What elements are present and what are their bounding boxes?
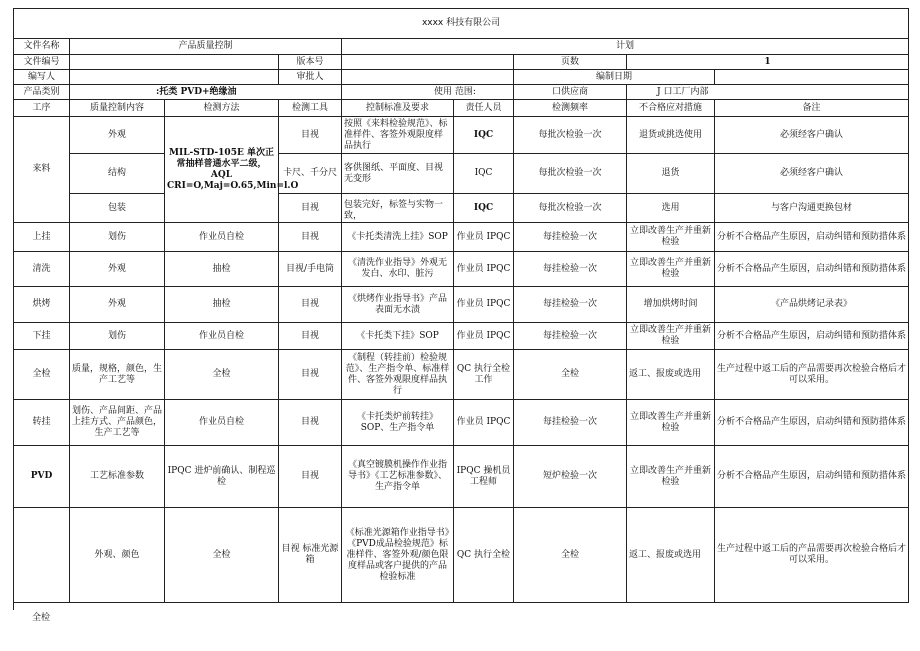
category-value: :托类 PVD+绝缘油 bbox=[70, 85, 342, 100]
scope-factory-option: J 口工厂内部 bbox=[627, 85, 909, 100]
approver-label: 审批人 bbox=[279, 70, 342, 85]
freq-cell: 短炉检验一次 bbox=[514, 446, 627, 508]
action-cell: 退货 bbox=[627, 154, 715, 194]
table-row bbox=[14, 508, 909, 603]
action-cell: 立即改善生产并重新检验 bbox=[627, 252, 715, 287]
remark-cell: 必须经客户确认 bbox=[715, 117, 909, 154]
method-cell: 作业员自检 bbox=[165, 223, 279, 252]
person-cell: IPQC 操机员工程师 bbox=[454, 446, 514, 508]
method-cell: MIL-STD-105E 单次正常抽样普通水平二级，AQL CRI=O,Maj=O.65,Min=l.O bbox=[165, 117, 279, 223]
action-cell: 返工、报废或选用 bbox=[627, 508, 715, 603]
action-cell: 立即改善生产并重新检验 bbox=[627, 400, 715, 446]
process-cell: 烘烤 bbox=[14, 287, 70, 323]
person-cell: QC 执行全检工作 bbox=[454, 350, 514, 400]
action-cell: 立即改善生产并重新检验 bbox=[627, 223, 715, 252]
content-cell: 外观 bbox=[70, 117, 165, 154]
date-label: 编制日期 bbox=[514, 70, 715, 85]
version-value bbox=[342, 55, 514, 70]
freq-cell: 全检 bbox=[514, 508, 627, 603]
person-cell: 作业员 IPQC bbox=[454, 323, 514, 350]
action-cell: 返工、报废或选用 bbox=[627, 350, 715, 400]
standard-cell: 《标准光源箱作业指导书》《PVD成品检验规范》标准样件、客签外观/颜色限度样品或客户提供的产品检验标准 bbox=[342, 508, 454, 603]
tool-cell: 目视 标准光源箱 bbox=[279, 508, 342, 603]
doc-no-label: 文件编号 bbox=[14, 55, 70, 70]
process-cell: PVD bbox=[14, 446, 70, 508]
scope-label: 使用 范围: bbox=[342, 85, 514, 100]
standard-cell: 包装完好，标签与实物一致， bbox=[342, 194, 454, 223]
table-row bbox=[14, 323, 909, 350]
remark-cell: 分析不合格品产生原因，启动纠错和预防措体系 bbox=[715, 446, 909, 508]
freq-cell: 每挂检验一次 bbox=[514, 252, 627, 287]
freq-cell: 每批次检验一次 bbox=[514, 117, 627, 154]
method-cell: 全检 bbox=[165, 508, 279, 603]
table-row bbox=[14, 400, 909, 446]
standard-cell: 按照《来料检验规范》、标准样件、客签外观限度样品执行 bbox=[342, 117, 454, 154]
content-cell: 外观 bbox=[70, 252, 165, 287]
action-cell: 立即改善生产并重新检验 bbox=[627, 323, 715, 350]
freq-cell: 每批次检验一次 bbox=[514, 154, 627, 194]
freq-cell: 全检 bbox=[514, 350, 627, 400]
standard-cell: 《烘烤作业指导书》产品表面无水渍 bbox=[342, 287, 454, 323]
doc-name-value: 产品质量控制 bbox=[70, 39, 342, 55]
process-cell: 下挂 bbox=[14, 323, 70, 350]
method-cell: 作业员自检 bbox=[165, 400, 279, 446]
table-row bbox=[14, 350, 909, 400]
table-row bbox=[14, 117, 909, 154]
col-action: 不合格应对措施 bbox=[627, 100, 715, 117]
table-row bbox=[14, 287, 909, 323]
tool-cell: 目视 bbox=[279, 323, 342, 350]
col-tool: 检测工具 bbox=[279, 100, 342, 117]
process-cell: 上挂 bbox=[14, 223, 70, 252]
freq-cell: 每挂检验一次 bbox=[514, 400, 627, 446]
method-cell: 抽检 bbox=[165, 287, 279, 323]
pages-value: 1 bbox=[627, 55, 909, 70]
date-value bbox=[715, 70, 909, 85]
person-cell: 作业员 IPQC bbox=[454, 252, 514, 287]
person-cell: 作业员 IPQC bbox=[454, 223, 514, 252]
method-cell: 作业员自检 bbox=[165, 323, 279, 350]
col-remark: 备注 bbox=[715, 100, 909, 117]
table-row bbox=[14, 446, 909, 508]
method-cell: 全检 bbox=[165, 350, 279, 400]
remark-cell: 分析不合格品产生原因，启动纠错和预防措体系 bbox=[715, 223, 909, 252]
process-cell: 清洗 bbox=[14, 252, 70, 287]
freq-cell: 每批次检验一次 bbox=[514, 194, 627, 223]
quality-control-plan-table bbox=[13, 8, 909, 603]
doc-name-label: 文件名称 bbox=[14, 39, 70, 55]
remark-cell: 分析不合格品产生原因，启动纠错和预防措体系 bbox=[715, 252, 909, 287]
tool-cell: 目视 bbox=[279, 117, 342, 154]
standard-cell: 《卡托类炉前转挂》SOP、生产指令单 bbox=[342, 400, 454, 446]
process-cell: 来料 bbox=[14, 117, 70, 223]
col-process: 工序 bbox=[14, 100, 70, 117]
standard-cell: 《卡托类下挂》SOP bbox=[342, 323, 454, 350]
content-cell: 质量，规格，颜色，生产工艺等 bbox=[70, 350, 165, 400]
content-cell: 划伤 bbox=[70, 323, 165, 350]
method-cell: 抽检 bbox=[165, 252, 279, 287]
action-cell: 退货或挑选使用 bbox=[627, 117, 715, 154]
table-row bbox=[14, 252, 909, 287]
standard-cell: 《真空镀膜机操作作业指导书》《工艺标准参数》、生产指令单 bbox=[342, 446, 454, 508]
col-content: 质量控制内容 bbox=[70, 100, 165, 117]
tool-cell: 目视 bbox=[279, 350, 342, 400]
scope-supplier-option: 口供应商 bbox=[514, 85, 627, 100]
approver-value bbox=[342, 70, 514, 85]
process-cell: 全检 bbox=[14, 350, 70, 400]
action-cell: 增加烘烤时间 bbox=[627, 287, 715, 323]
tool-cell: 目视 bbox=[279, 223, 342, 252]
standard-cell: 客供图纸、平面度、目视无变形 bbox=[342, 154, 454, 194]
tool-cell: 目视 bbox=[279, 400, 342, 446]
process-cell bbox=[14, 508, 70, 603]
content-cell: 外观 bbox=[70, 287, 165, 323]
content-cell: 包装 bbox=[70, 194, 165, 223]
author-label: 编写人 bbox=[14, 70, 70, 85]
remark-cell: 必须经客户确认 bbox=[715, 154, 909, 194]
table-row bbox=[14, 154, 909, 194]
action-cell: 立即改善生产并重新检验 bbox=[627, 446, 715, 508]
doc-no-value bbox=[70, 55, 279, 70]
remark-cell: 《产品烘烤记录表》 bbox=[715, 287, 909, 323]
content-cell: 工艺标准参数 bbox=[70, 446, 165, 508]
freq-cell: 每挂检验一次 bbox=[514, 223, 627, 252]
remark-cell: 与客户沟通更换包材 bbox=[715, 194, 909, 223]
person-cell: 作业员 IPQC bbox=[454, 400, 514, 446]
standard-cell: 《卡托类清洗上挂》SOP bbox=[342, 223, 454, 252]
category-label: 产品类别 bbox=[14, 85, 70, 100]
freq-cell: 每挂检验一次 bbox=[514, 287, 627, 323]
freq-cell: 每挂检验一次 bbox=[514, 323, 627, 350]
person-cell: 作业员 IPQC bbox=[454, 287, 514, 323]
standard-cell: 《制程（转挂前）检验规范》、生产指令单、标准样件、客签外观限度样品执行 bbox=[342, 350, 454, 400]
doc-name-suffix: 计划 bbox=[342, 39, 909, 55]
tool-cell: 目视 bbox=[279, 446, 342, 508]
person-cell: IQC bbox=[454, 194, 514, 223]
remark-cell: 生产过程中返工后的产品需要再次检验合格后才可以采用。 bbox=[715, 508, 909, 603]
method-cell: IPQC 进炉前确认、制程巡检 bbox=[165, 446, 279, 508]
remark-cell: 分析不合格品产生原因，启动纠错和预防措体系 bbox=[715, 400, 909, 446]
author-value bbox=[70, 70, 279, 85]
table-row bbox=[14, 223, 909, 252]
standard-cell: 《清洗作业指导》外观无发白、水印、脏污 bbox=[342, 252, 454, 287]
person-cell: IQC bbox=[454, 117, 514, 154]
person-cell: IQC bbox=[454, 154, 514, 194]
pages-label: 页数 bbox=[514, 55, 627, 70]
table-row bbox=[14, 194, 909, 223]
content-cell: 结构 bbox=[70, 154, 165, 194]
company-title: xxxx 科技有限公司 bbox=[14, 9, 909, 39]
content-cell: 划伤、产品间距、产品上挂方式、产品颜色，生产工艺等 bbox=[70, 400, 165, 446]
version-label: 版本号 bbox=[279, 55, 342, 70]
continuation-line bbox=[13, 600, 14, 610]
col-method: 检测方法 bbox=[165, 100, 279, 117]
col-frequency: 检测频率 bbox=[514, 100, 627, 117]
tool-cell: 目视 bbox=[279, 194, 342, 223]
tool-cell: 卡尺、千分尺 bbox=[279, 154, 342, 194]
person-cell: QC 执行全检 bbox=[454, 508, 514, 603]
action-cell: 选用 bbox=[627, 194, 715, 223]
content-cell: 划伤 bbox=[70, 223, 165, 252]
remark-cell: 生产过程中返工后的产品需要再次检验合格后才可以采用。 bbox=[715, 350, 909, 400]
remark-cell: 分析不合格品产生原因，启动纠错和预防措体系 bbox=[715, 323, 909, 350]
tool-cell: 目视 bbox=[279, 287, 342, 323]
process-cell: 转挂 bbox=[14, 400, 70, 446]
content-cell: 外观、颜色 bbox=[70, 508, 165, 603]
tool-cell: 目视/手电筒 bbox=[279, 252, 342, 287]
col-person: 责任人员 bbox=[454, 100, 514, 117]
col-standard: 控制标准及要求 bbox=[342, 100, 454, 117]
tail-label: 全检 bbox=[32, 613, 51, 623]
